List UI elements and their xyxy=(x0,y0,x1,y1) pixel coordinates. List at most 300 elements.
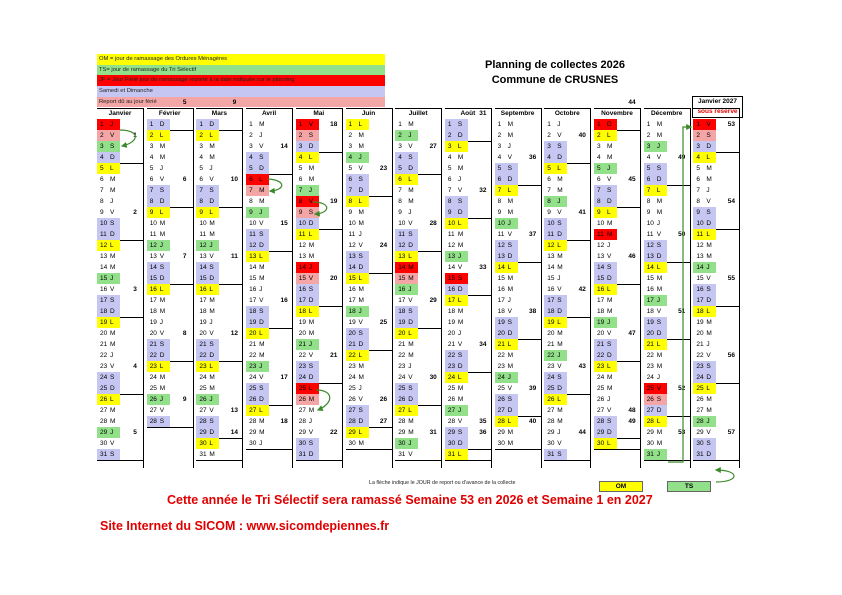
day-cell xyxy=(246,306,269,317)
day-cell xyxy=(97,130,120,141)
day-cell xyxy=(594,361,617,372)
day-number: 18 xyxy=(646,308,654,315)
day-cell xyxy=(147,130,170,141)
day-letter: V xyxy=(259,143,264,150)
day-number: 21 xyxy=(696,341,704,348)
day-letter: M xyxy=(607,297,613,304)
january-2027-subtitle: sous réserve xyxy=(697,108,738,115)
day-cell xyxy=(693,130,716,141)
arrow-note: La flèche indique le JOUR de report ou d'avance de la collecte xyxy=(369,480,516,486)
day-letter: M xyxy=(706,253,712,260)
day-cell xyxy=(147,240,170,251)
day-cell xyxy=(395,427,418,438)
day-number: 17 xyxy=(547,297,555,304)
day-cell xyxy=(97,273,120,284)
day-letter: S xyxy=(706,363,711,370)
day-number: 18 xyxy=(447,308,456,315)
day-number: 17 xyxy=(149,297,157,304)
week-number: 19 xyxy=(330,198,338,205)
day-cell xyxy=(544,185,567,196)
day-number: 16 xyxy=(597,286,605,293)
day-number: 8 xyxy=(199,198,204,205)
day-number: 18 xyxy=(547,308,555,315)
day-number: 27 xyxy=(149,407,157,414)
day-number: 15 xyxy=(249,275,257,282)
day-letter: D xyxy=(358,264,364,271)
day-number: 23 xyxy=(249,363,257,370)
month-header: Mai xyxy=(296,108,342,118)
week-separator xyxy=(346,449,392,450)
day-number: 6 xyxy=(398,176,402,183)
day-cell xyxy=(495,372,518,383)
day-number: 12 xyxy=(696,242,704,249)
day-letter: S xyxy=(607,418,612,425)
day-cell xyxy=(644,284,667,295)
day-cell xyxy=(594,207,617,218)
day-cell xyxy=(693,240,716,251)
day-number: 19 xyxy=(497,319,505,326)
day-cell xyxy=(495,284,518,295)
day-letter: V xyxy=(358,242,363,249)
day-letter: D xyxy=(358,418,364,425)
day-cell xyxy=(147,295,170,306)
day-cell xyxy=(395,317,418,328)
day-cell xyxy=(544,196,567,207)
day-letter: L xyxy=(607,132,611,139)
day-cell xyxy=(196,328,219,339)
day-letter: L xyxy=(457,220,462,227)
day-number: 14 xyxy=(547,264,555,271)
day-number: 14 xyxy=(497,264,505,271)
day-letter: M xyxy=(358,374,364,381)
day-letter: M xyxy=(507,132,514,139)
day-cell xyxy=(594,273,617,284)
week-number: 23 xyxy=(379,165,388,172)
day-letter: M xyxy=(507,352,514,359)
day-number: 3 xyxy=(149,143,154,150)
day-cell xyxy=(544,174,567,185)
day-number: 4 xyxy=(447,154,452,161)
day-number: 30 xyxy=(348,440,356,447)
day-letter: M xyxy=(656,198,663,205)
day-cell xyxy=(644,427,667,438)
day-cell xyxy=(445,328,468,339)
day-cell xyxy=(196,449,219,460)
day-cell xyxy=(97,361,120,372)
day-letter: M xyxy=(557,418,563,425)
day-number: 21 xyxy=(497,341,505,348)
day-letter: J xyxy=(557,198,561,205)
day-letter: J xyxy=(507,297,511,304)
day-letter: J xyxy=(706,187,710,194)
day-letter: M xyxy=(408,418,414,425)
week-number: 35 xyxy=(479,418,487,425)
day-number: 3 xyxy=(348,143,353,150)
day-number: 30 xyxy=(497,440,505,447)
day-number: 20 xyxy=(497,330,505,337)
day-cell xyxy=(395,306,418,317)
day-number: 30 xyxy=(298,440,307,447)
day-letter: D xyxy=(358,341,364,348)
day-cell xyxy=(445,174,468,185)
day-cell xyxy=(97,295,120,306)
ts-badge: TS xyxy=(667,481,711,492)
day-letter: M xyxy=(656,352,663,359)
day-number: 7 xyxy=(100,187,104,194)
day-number: 25 xyxy=(348,385,356,392)
day-letter: V xyxy=(358,319,363,326)
day-letter: L xyxy=(209,209,214,216)
day-letter: M xyxy=(457,165,464,172)
day-letter: M xyxy=(408,352,414,359)
day-letter: S xyxy=(706,209,711,216)
day-letter: M xyxy=(259,198,265,205)
day-cell xyxy=(395,394,418,405)
week-number: 5 xyxy=(133,429,137,436)
day-letter: V xyxy=(507,385,512,392)
day-number: 24 xyxy=(149,374,157,381)
day-letter: M xyxy=(358,440,364,447)
day-letter: L xyxy=(457,374,462,381)
day-letter: M xyxy=(259,429,265,436)
day-cell xyxy=(147,350,170,361)
day-letter: M xyxy=(457,308,464,315)
day-cell xyxy=(97,438,120,449)
day-letter: S xyxy=(209,264,214,271)
day-cell xyxy=(147,152,170,163)
day-letter: M xyxy=(110,407,116,414)
day-cell xyxy=(97,185,120,196)
legend-item: TS= jour de ramassage du Tri Sélectif xyxy=(97,65,385,76)
day-number: 23 xyxy=(497,363,505,370)
day-letter: M xyxy=(110,253,116,260)
day-cell xyxy=(495,383,518,394)
day-number: 13 xyxy=(646,253,654,260)
day-letter: L xyxy=(358,121,363,128)
day-number: 25 xyxy=(696,385,704,392)
day-cell xyxy=(196,251,219,262)
day-cell xyxy=(594,218,617,229)
day-letter: V xyxy=(457,264,463,271)
day-letter: M xyxy=(607,385,613,392)
day-number: 12 xyxy=(646,242,654,249)
day-number: 2 xyxy=(199,132,204,139)
day-number: 4 xyxy=(597,154,601,161)
day-cell xyxy=(445,449,468,460)
day-number: 4 xyxy=(149,154,154,161)
day-letter: M xyxy=(656,121,663,128)
day-cell xyxy=(296,405,319,416)
day-cell xyxy=(495,240,518,251)
day-letter: M xyxy=(507,429,514,436)
day-cell xyxy=(147,383,170,394)
week-number: 14 xyxy=(230,429,238,436)
day-letter: J xyxy=(259,286,263,293)
day-cell xyxy=(395,119,418,130)
day-number: 18 xyxy=(497,308,505,315)
day-letter: M xyxy=(159,297,166,304)
day-letter: M xyxy=(159,143,166,150)
day-letter: M xyxy=(607,231,613,238)
day-number: 5 xyxy=(497,165,502,172)
week-number: 53 xyxy=(727,121,735,128)
day-number: 21 xyxy=(447,341,456,348)
day-number: 26 xyxy=(298,396,307,403)
day-number: 4 xyxy=(696,154,701,161)
day-letter: M xyxy=(607,308,613,315)
day-cell xyxy=(693,394,716,405)
day-cell xyxy=(296,317,319,328)
day-letter: V xyxy=(110,440,115,447)
day-letter: M xyxy=(408,341,414,348)
day-number: 22 xyxy=(447,352,456,359)
day-letter: J xyxy=(607,396,611,403)
day-cell xyxy=(644,317,667,328)
day-cell xyxy=(246,405,269,416)
day-cell xyxy=(594,196,617,207)
day-number: 8 xyxy=(398,198,402,205)
column-divider xyxy=(392,108,393,468)
day-cell xyxy=(296,416,319,427)
day-cell xyxy=(445,218,468,229)
day-number: 28 xyxy=(597,418,605,425)
week-separator xyxy=(395,460,441,461)
week-separator xyxy=(495,449,541,450)
day-cell xyxy=(346,284,369,295)
week-number: 48 xyxy=(628,407,636,414)
day-number: 8 xyxy=(497,198,502,205)
day-letter: M xyxy=(110,264,116,271)
day-letter: J xyxy=(607,165,611,172)
week-number: 9 xyxy=(232,99,237,106)
day-letter: S xyxy=(308,286,314,293)
day-letter: D xyxy=(110,385,115,392)
day-letter: V xyxy=(557,286,562,293)
day-cell xyxy=(644,306,667,317)
day-cell xyxy=(196,185,219,196)
day-number: 27 xyxy=(398,407,406,414)
day-letter: S xyxy=(706,286,711,293)
day-letter: S xyxy=(607,341,612,348)
day-letter: M xyxy=(607,143,613,150)
day-letter: S xyxy=(308,132,314,139)
day-letter: L xyxy=(358,198,363,205)
day-number: 15 xyxy=(149,275,157,282)
day-number: 2 xyxy=(298,132,303,139)
day-number: 22 xyxy=(149,352,157,359)
site-link[interactable]: Site Internet du SICOM : www.sicomdepiennes.fr xyxy=(100,519,390,533)
day-number: 8 xyxy=(298,198,303,205)
day-cell xyxy=(594,372,617,383)
day-letter: M xyxy=(457,385,464,392)
day-number: 19 xyxy=(149,319,157,326)
day-number: 20 xyxy=(597,330,605,337)
day-number: 26 xyxy=(646,396,654,403)
day-number: 25 xyxy=(100,385,108,392)
day-letter: V xyxy=(259,297,264,304)
day-cell xyxy=(544,394,567,405)
day-number: 18 xyxy=(398,308,406,315)
day-cell xyxy=(196,284,219,295)
day-cell xyxy=(544,229,567,240)
day-letter: M xyxy=(159,374,166,381)
day-letter: M xyxy=(259,187,265,194)
day-letter: D xyxy=(507,330,513,337)
title-line-1: Planning de collectes 2026 xyxy=(484,59,625,71)
day-cell xyxy=(495,438,518,449)
day-letter: V xyxy=(457,341,463,348)
day-number: 18 xyxy=(249,308,257,315)
day-cell xyxy=(196,262,219,273)
day-letter: M xyxy=(110,418,116,425)
day-number: 3 xyxy=(398,143,402,150)
day-letter: D xyxy=(408,396,413,403)
day-number: 18 xyxy=(298,308,307,315)
day-cell xyxy=(644,438,667,449)
day-number: 11 xyxy=(149,231,157,238)
legend-item: JF = Jour Férié jour de ramassage reporté à la date indiquée sur le planning xyxy=(97,75,385,86)
day-number: 29 xyxy=(398,429,406,436)
day-letter: D xyxy=(607,429,612,436)
day-cell xyxy=(693,427,716,438)
day-cell xyxy=(693,196,716,207)
day-cell xyxy=(644,119,667,130)
day-number: 2 xyxy=(597,132,601,139)
day-number: 24 xyxy=(298,374,307,381)
day-cell xyxy=(246,361,269,372)
day-cell xyxy=(594,416,617,427)
day-letter: M xyxy=(507,121,514,128)
week-separator xyxy=(296,460,342,461)
week-number: 49 xyxy=(628,418,636,425)
day-cell xyxy=(196,240,219,251)
day-number: 8 xyxy=(696,198,701,205)
day-cell xyxy=(246,438,269,449)
day-letter: S xyxy=(259,308,264,315)
week-separator xyxy=(196,460,242,461)
day-cell xyxy=(445,163,468,174)
day-letter: S xyxy=(557,451,562,458)
day-cell xyxy=(644,207,667,218)
day-cell xyxy=(644,185,667,196)
day-cell xyxy=(296,229,319,240)
day-number: 8 xyxy=(149,198,154,205)
day-letter: J xyxy=(259,132,263,139)
day-cell xyxy=(296,306,319,317)
day-cell xyxy=(693,372,716,383)
day-letter: J xyxy=(408,363,412,370)
day-cell xyxy=(97,218,120,229)
day-cell xyxy=(445,229,468,240)
day-number: 3 xyxy=(447,143,452,150)
day-cell xyxy=(97,229,120,240)
day-cell xyxy=(594,240,617,251)
week-number: 42 xyxy=(578,286,586,293)
day-number: 10 xyxy=(447,220,456,227)
day-number: 20 xyxy=(348,330,356,337)
day-number: 24 xyxy=(398,374,406,381)
day-cell xyxy=(495,218,518,229)
day-letter: L xyxy=(557,319,561,326)
day-cell xyxy=(594,350,617,361)
day-letter: M xyxy=(308,176,315,183)
day-letter: V xyxy=(159,330,165,337)
day-letter: S xyxy=(308,363,314,370)
day-number: 7 xyxy=(298,187,303,194)
week-number: 50 xyxy=(678,231,686,238)
day-letter: L xyxy=(358,429,363,436)
day-letter: J xyxy=(110,429,114,436)
day-number: 25 xyxy=(547,385,555,392)
day-cell xyxy=(97,174,120,185)
week-number: 54 xyxy=(727,198,735,205)
day-number: 9 xyxy=(597,209,601,216)
day-cell xyxy=(296,141,319,152)
day-number: 31 xyxy=(100,451,108,458)
day-cell xyxy=(495,251,518,262)
day-number: 5 xyxy=(696,165,701,172)
day-letter: J xyxy=(308,264,313,271)
day-cell xyxy=(346,119,369,130)
day-cell xyxy=(693,207,716,218)
day-cell xyxy=(246,119,269,130)
day-cell xyxy=(246,218,269,229)
day-letter: J xyxy=(457,176,462,183)
day-cell xyxy=(296,218,319,229)
day-letter: J xyxy=(308,418,313,425)
day-cell xyxy=(644,218,667,229)
day-letter: L xyxy=(408,176,412,183)
day-cell xyxy=(395,141,418,152)
day-number: 9 xyxy=(398,209,402,216)
day-letter: M xyxy=(607,154,613,161)
day-number: 11 xyxy=(547,231,555,238)
day-cell xyxy=(544,438,567,449)
day-letter: J xyxy=(607,319,611,326)
day-number: 22 xyxy=(100,352,108,359)
day-letter: L xyxy=(408,330,412,337)
day-cell xyxy=(445,405,468,416)
day-letter: M xyxy=(259,264,265,271)
day-cell xyxy=(693,317,716,328)
day-number: 19 xyxy=(199,319,207,326)
day-letter: M xyxy=(457,154,464,161)
day-letter: V xyxy=(408,143,413,150)
day-number: 28 xyxy=(199,418,207,425)
day-number: 17 xyxy=(298,297,307,304)
day-number: 20 xyxy=(249,330,257,337)
day-number: 6 xyxy=(447,176,452,183)
day-letter: L xyxy=(308,308,313,315)
day-number: 16 xyxy=(249,286,257,293)
day-cell xyxy=(693,449,716,460)
week-number: 12 xyxy=(230,330,238,337)
day-cell xyxy=(196,229,219,240)
day-number: 23 xyxy=(199,363,207,370)
day-number: 5 xyxy=(398,165,402,172)
day-cell xyxy=(346,306,369,317)
day-number: 6 xyxy=(597,176,601,183)
week-number: 1 xyxy=(133,132,137,139)
column-divider xyxy=(193,108,194,468)
day-number: 6 xyxy=(249,176,253,183)
day-number: 24 xyxy=(447,374,456,381)
day-number: 9 xyxy=(298,209,303,216)
day-cell xyxy=(196,350,219,361)
day-number: 17 xyxy=(447,297,456,304)
day-number: 14 xyxy=(348,264,356,271)
day-letter: D xyxy=(507,176,513,183)
